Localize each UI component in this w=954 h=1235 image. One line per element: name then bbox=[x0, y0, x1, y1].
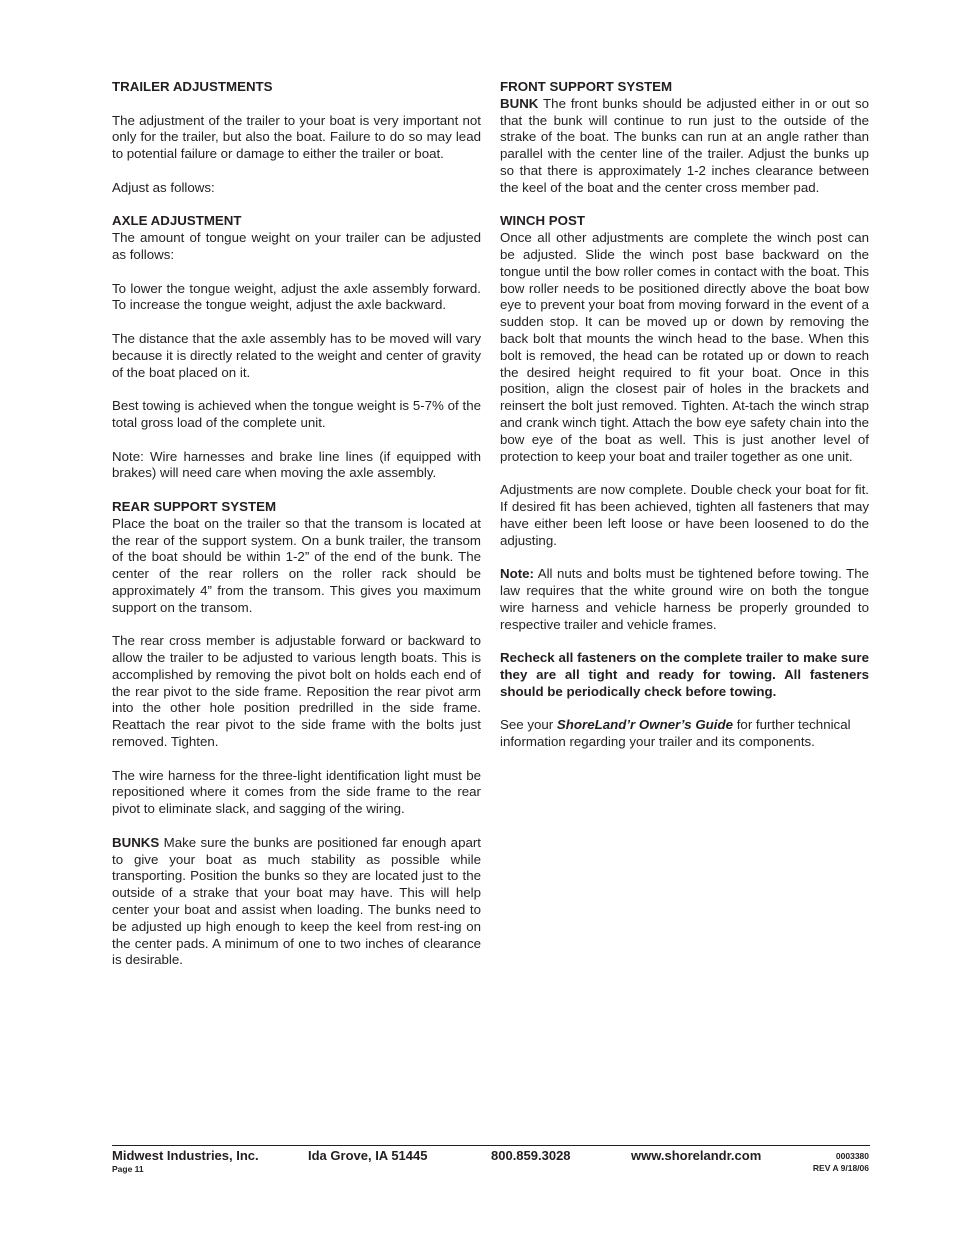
trailer-intro-paragraph: The adjustment of the trailer to your boat is very important not only for the trailer, but also the boat. Failure to do so may lead to potential failure or damage to either the trailer or boat. bbox=[112, 112, 481, 162]
axle-note-paragraph: Note: Wire harnesses and brake line lines (if equipped with brakes) will need care when moving the axle assembly. bbox=[112, 448, 481, 481]
rear-support-heading: REAR SUPPORT SYSTEM bbox=[112, 498, 277, 514]
front-support-heading: FRONT SUPPORT SYSTEM bbox=[500, 79, 673, 94]
footer-revision: REV A 9/18/06 bbox=[812, 1163, 869, 1173]
footer-phone: 800.859.3028 bbox=[491, 1148, 571, 1163]
trailer-adjustments-heading: TRAILER ADJUSTMENTS bbox=[112, 79, 273, 94]
see-post: for further technical information regarding your trailer and its components. bbox=[500, 717, 851, 750]
bunks-paragraph bbox=[112, 835, 481, 969]
rear-paragraph-2: The rear cross member is adjustable forward or backward to allow the trailer to be adjusted to various length boats. This is accomplished by removing the pivot bolt on holds each end of the rear pivot to the side frame. Reposition the rear pivot arm into the other hole position predrilled in the side frame. Reattach the rear pivot to the side frame with the bolts just removed. Tighten. bbox=[112, 633, 481, 750]
footer-city: Ida Grove, IA 51445 bbox=[308, 1148, 428, 1163]
see-guide-paragraph bbox=[500, 717, 869, 751]
front-bunk-paragraph bbox=[500, 96, 869, 197]
bunk-lead: BUNK bbox=[500, 95, 539, 111]
see-pre: See your bbox=[500, 717, 557, 733]
bunks-text: Make sure the bunks are positioned far enough apart to give your boat as much stability as possible while transporting. Position the bunks so they are located just to the outside of a strake that your boat may have. This will help center your boat and assist when loading. The bunks need to be adjusted up high enough to keep the keel from rest-ing on the center pads. A minimum of one to two inches of clearance is desirable. bbox=[112, 834, 481, 968]
recheck-paragraph: Recheck all fasteners on the complete trailer to make sure they are all tight and ready for towing. All fasteners should be periodically check before towing. bbox=[500, 650, 869, 699]
note-lead: Note: bbox=[500, 566, 534, 582]
left-column bbox=[112, 79, 481, 986]
footer-website: www.shorelandr.com bbox=[631, 1148, 762, 1163]
axle-paragraph-1: The amount of tongue weight on your trailer can be adjusted as follows: bbox=[112, 230, 481, 262]
footer-doc-number: 0003380 bbox=[835, 1151, 869, 1161]
footer-divider bbox=[112, 1145, 870, 1146]
note-text: All nuts and bolts must be tightened before towing. The law requires that the white ground wire on both the tongue wire harness and vehicle harness be properly grounded to respective trailer and vehicle frames. bbox=[500, 566, 869, 632]
footer-page-number: Page 11 bbox=[112, 1164, 144, 1174]
axle-paragraph-3: The distance that the axle assembly has to be moved will vary because it is directly related to the weight and center of gravity of the boat placed on it. bbox=[112, 330, 481, 380]
axle-paragraph-2: To lower the tongue weight, adjust the axle assembly forward. To increase the tongue weight, adjust the axle backward. bbox=[112, 280, 481, 313]
adjust-as-follows: Adjust as follows: bbox=[112, 179, 215, 195]
bunks-lead: BUNKS bbox=[112, 834, 160, 850]
winch-post-heading: WINCH POST bbox=[500, 213, 585, 229]
winch-paragraph-1: Once all other adjustments are complete the winch post can be adjusted. Slide the winch post base backward on the tongue until the bow roller comes in contact with the boat. This bow roller needs to be positioned directly above the boat bow eye to prevent your boat from moving forward in the event of a sudden stop. It can be moved up or down by removing the back bolt that mounts the winch head to the base. When this bolt is removed, the head can be rotated up or down to reach the desired height required to fit your boat. Once in this position, align the closest pair of holes in the brackets and reinsert the bolt just removed. Tighten. At-tach the winch strap and crank winch tight. Attach the bow eye safety chain into the bow eye of the boat as well. This is just another level of protection to keep your boat and trailer together as one unit. bbox=[500, 230, 869, 464]
footer-company: Midwest Industries, Inc. bbox=[112, 1148, 259, 1163]
rear-paragraph-3: The wire harness for the three-light identification light must be repositioned where it comes from the side frame to the rear pivot to eliminate slack, and sagging of the wiring. bbox=[112, 767, 481, 817]
winch-paragraph-2: Adjustments are now complete. Double check your boat for fit. If desired fit has been achieved, tighten all fasteners that may have either been left loose or have been loosened to do the adjusting. bbox=[500, 482, 869, 548]
axle-adjustment-heading: AXLE ADJUSTMENT bbox=[112, 213, 242, 229]
right-column bbox=[500, 79, 869, 768]
note-paragraph bbox=[500, 566, 869, 633]
owners-guide-title: ShoreLand’r Owner’s Guide bbox=[556, 717, 734, 733]
rear-paragraph-1: Place the boat on the trailer so that the transom is located at the rear of the support system. On a bunk trailer, the transom of the boat should be within 1-2” of the end of the bunk. The center of the rear rollers on the roller rack should be approximately 4” from the transom. This gives you maximum support on the transom. bbox=[112, 515, 481, 615]
bunk-text: The front bunks should be adjusted either in or out so that the bunk will continue to run just to the outside of the strake of the boat. The bunks can run at an angle rather than parallel with the center line of the trailer. Adjust the bunks up so that there is approximately 1-2 inches clearance between the keel of the boat and the center cross member pad. bbox=[500, 95, 869, 195]
axle-paragraph-4: Best towing is achieved when the tongue weight is 5-7% of the total gross load of the complete unit. bbox=[112, 398, 481, 430]
